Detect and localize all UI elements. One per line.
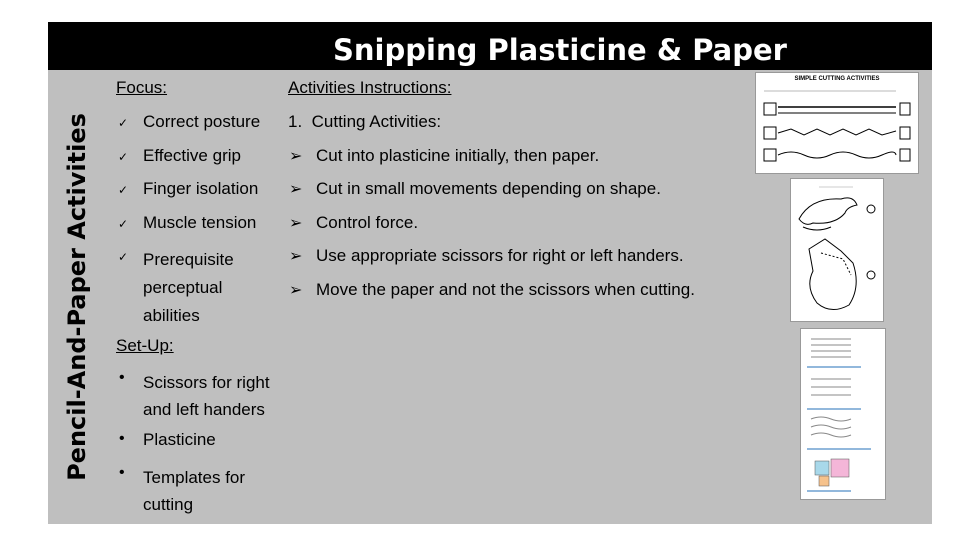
setup-item: Plasticine [143, 430, 216, 449]
instruction-item: Control force. [316, 213, 419, 232]
setup-heading: Set-Up: [116, 336, 174, 355]
cutting-lines-drawing [801, 329, 885, 499]
instruction-item: Use appropriate scissors for right or left handers. [316, 246, 684, 265]
slide-title: Snipping Plasticine & Paper [333, 33, 787, 67]
check-icon: ✓ [118, 217, 129, 231]
instruction-item: Move the paper and not the scissors when cutting. [316, 280, 695, 299]
check-icon: ✓ [118, 183, 129, 197]
check-icon: ✓ [118, 116, 129, 130]
bullet-icon: • [119, 369, 125, 386]
instructions-numbered: 1. Cutting Activities: [288, 112, 442, 131]
focus-item: Correct posture [143, 112, 261, 131]
instruction-item: Cut in small movements depending on shape. [316, 179, 661, 198]
arrow-bullet-icon: ➢ [289, 181, 303, 198]
focus-heading: Focus: [116, 78, 168, 97]
bullet-icon: • [119, 464, 125, 481]
focus-item: Muscle tension [143, 213, 257, 232]
worksheet-title: SIMPLE CUTTING ACTIVITIES [794, 76, 880, 82]
worksheet-drawing [756, 73, 918, 173]
arrow-bullet-icon: ➢ [289, 248, 303, 265]
arrow-bullet-icon: ➢ [289, 282, 303, 299]
sidebar [49, 70, 105, 524]
focus-item: Effective grip [143, 146, 241, 165]
arrow-bullet-icon: ➢ [289, 215, 303, 232]
focus-item: Finger isolation [143, 179, 259, 198]
bullet-icon: • [119, 430, 125, 447]
cutout-shapes-image [790, 178, 884, 322]
setup-item: Scissors for right and left handers [143, 373, 270, 419]
cutting-lines-image [800, 328, 886, 500]
setup-item: Templates for cutting [143, 468, 246, 514]
instruction-item: Cut into plasticine initially, then paper. [316, 146, 600, 165]
instructions-heading: Activities Instructions: [288, 78, 452, 97]
check-icon: ✓ [118, 250, 129, 264]
check-icon: ✓ [118, 150, 129, 164]
cutout-shapes-drawing [791, 179, 883, 321]
cutting-worksheet-image [755, 72, 919, 174]
sidebar-title: Pencil-And-Paper Activities [63, 113, 91, 481]
arrow-bullet-icon: ➢ [289, 148, 303, 165]
focus-item: Prerequisite perceptual abilities [143, 250, 234, 325]
